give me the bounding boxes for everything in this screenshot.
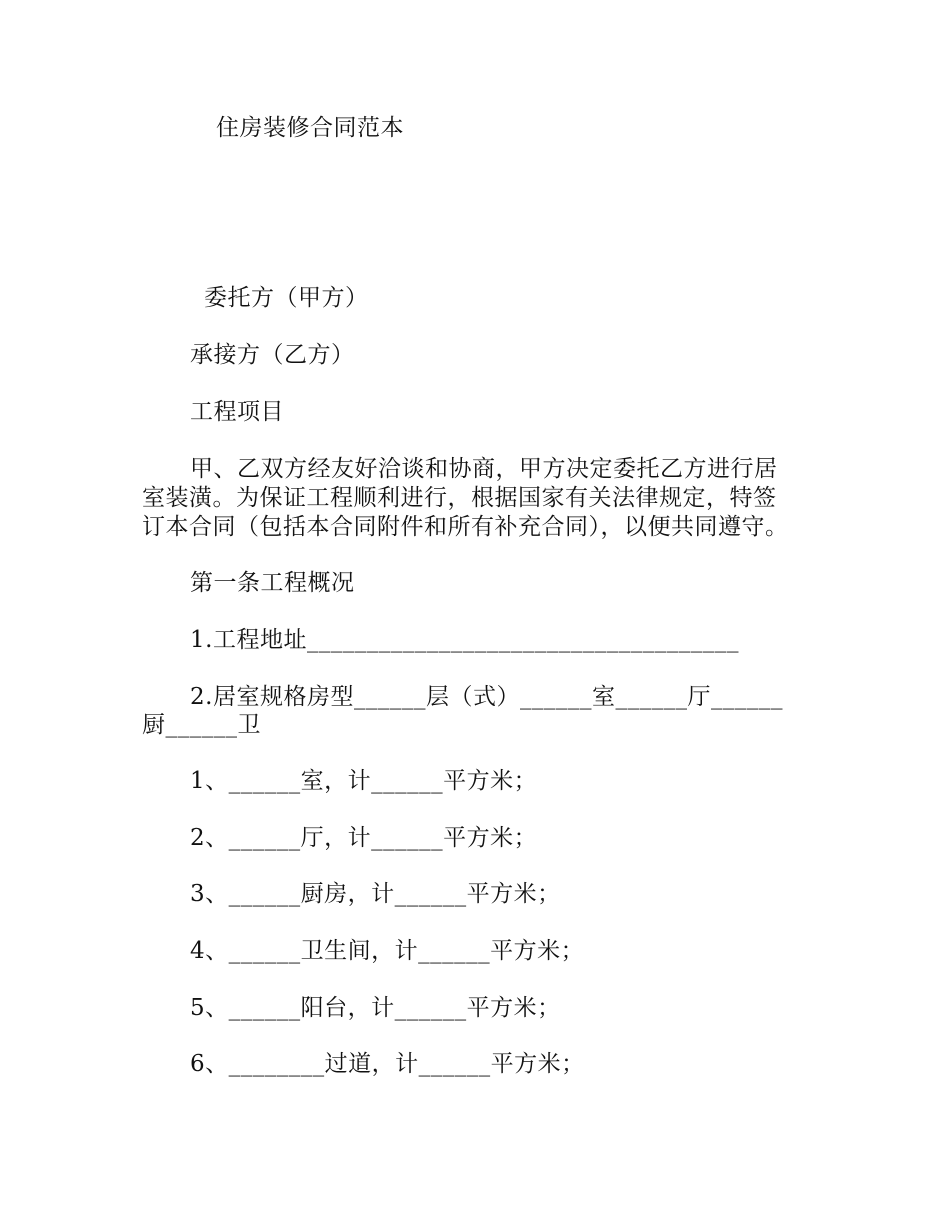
room-area-item: 3、______厨房，计______平方米； xyxy=(190,881,561,907)
room-area-item: 5、______阳台，计______平方米； xyxy=(190,995,561,1021)
room-spec-line-2: 厨______卫 xyxy=(142,712,261,738)
room-area-item: 2、______厅，计______平方米； xyxy=(190,825,538,851)
article-1-heading: 第一条工程概况 xyxy=(190,570,355,596)
room-area-item: 4、______卫生间，计______平方米； xyxy=(190,938,585,964)
intro-paragraph-line-2: 室装潢。为保证工程顺利进行，根据国家有关法律规定，特签 xyxy=(142,485,777,511)
party-a-label: 委托方（甲方） xyxy=(204,285,369,311)
project-label: 工程项目 xyxy=(190,399,284,425)
party-b-label: 承接方（乙方） xyxy=(190,342,355,368)
room-area-item: 6、________过道，计______平方米； xyxy=(190,1051,585,1077)
document-title: 住房装修合同范本 xyxy=(216,115,404,141)
room-area-item: 1、______室，计______平方米； xyxy=(190,768,538,794)
intro-paragraph-line-1: 甲、乙双方经友好洽谈和协商，甲方决定委托乙方进行居 xyxy=(190,456,778,482)
room-spec-line-1: 2.居室规格房型______层（式）______室______厅______ xyxy=(190,684,783,710)
project-address-line: 1.工程地址____________________________________ xyxy=(190,627,739,653)
intro-paragraph-line-3: 订本合同（包括本合同附件和所有补充合同），以便共同遵守。 xyxy=(142,514,789,540)
